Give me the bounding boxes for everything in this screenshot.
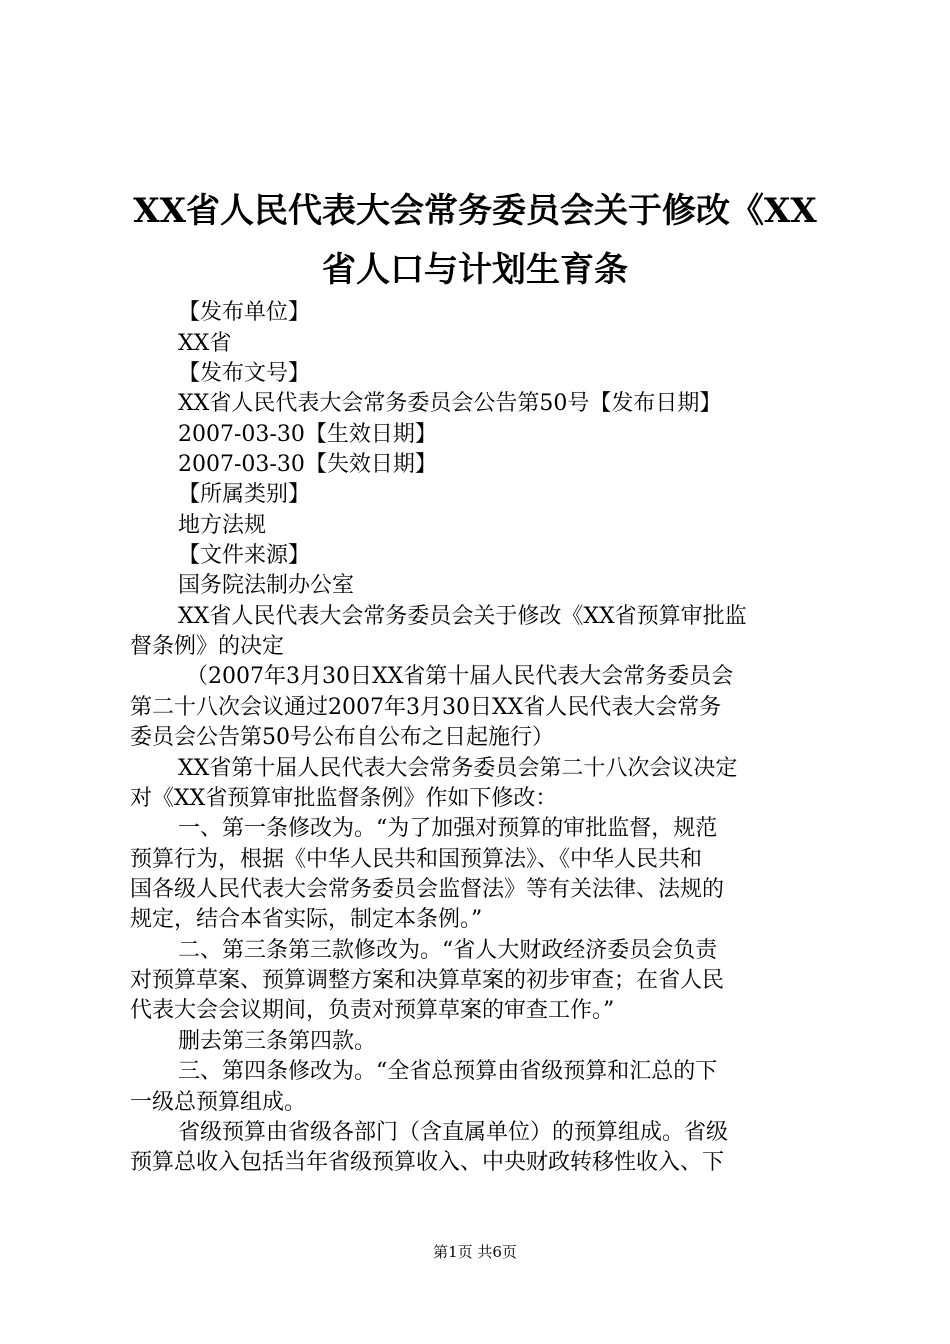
meta-value-effective-date: 2007-03-30【失效日期】 xyxy=(178,452,437,477)
meta-label-source: 【文件来源】 xyxy=(178,543,311,568)
document-title-line-2: 省人口与计划生育条 xyxy=(322,250,628,290)
meta-label-publisher: 【发布单位】 xyxy=(178,300,311,325)
body-line: 第二十八次会议通过2007年3月30日XX省人民代表大会常务 xyxy=(130,695,722,720)
body-line: 二、第三条第三款修改为。“省人大财政经济委员会负责 xyxy=(178,938,718,963)
body-line: 三、第四条修改为。“全省总预算由省级预算和汇总的下 xyxy=(178,1059,718,1084)
meta-label-category: 【所属类别】 xyxy=(178,482,311,507)
body-line: 删去第三条第四款。 xyxy=(178,1029,377,1054)
body-line: 督条例》的决定 xyxy=(130,634,285,659)
body-line: XX省第十届人民代表大会常务委员会第二十八次会议决定 xyxy=(178,756,738,781)
page-footer: 第1页 共6页 xyxy=(433,1243,517,1261)
body-line: （2007年3月30日XX省第十届人民代表大会常务委员会 xyxy=(186,664,734,689)
body-line: 委员会公告第50号公布自公布之日起施行） xyxy=(130,725,554,750)
body-line: 预算总收入包括当年省级预算收入、中央财政转移性收入、下 xyxy=(130,1150,725,1175)
body-line: 代表大会会议期间，负责对预算草案的审查工作。” xyxy=(130,998,615,1023)
meta-value-source: 国务院法制办公室 xyxy=(178,573,355,598)
body-line: 国各级人民代表大会常务委员会监督法》等有关法律、法规的 xyxy=(130,877,725,902)
meta-value-publish-date: 2007-03-30【生效日期】 xyxy=(178,422,437,447)
body-line: XX省人民代表大会常务委员会关于修改《XX省预算审批监 xyxy=(178,604,747,629)
body-line: 对《XX省预算审批监督条例》作如下修改： xyxy=(130,786,558,811)
body-line: 预算行为，根据《中华人民共和国预算法》、《中华人民共和 xyxy=(130,847,703,872)
document-title-line-1: XX省人民代表大会常务委员会关于修改《XX xyxy=(133,191,817,231)
meta-value-doc-number: XX省人民代表大会常务委员会公告第50号【发布日期】 xyxy=(178,391,722,416)
body-line: 对预算草案、预算调整方案和决算草案的初步审查；在省人民 xyxy=(130,968,725,993)
body-line: 规定，结合本省实际，制定本条例。” xyxy=(130,907,483,932)
meta-value-publisher: XX省 xyxy=(178,331,232,356)
meta-value-category: 地方法规 xyxy=(178,513,267,538)
body-line: 一级总预算组成。 xyxy=(130,1090,307,1115)
body-line: 一、第一条修改为。“为了加强对预算的审批监督，规范 xyxy=(178,816,718,841)
body-line: 省级预算由省级各部门（含直属单位）的预算组成。省级 xyxy=(178,1120,729,1145)
meta-label-doc-number: 【发布文号】 xyxy=(178,361,311,386)
